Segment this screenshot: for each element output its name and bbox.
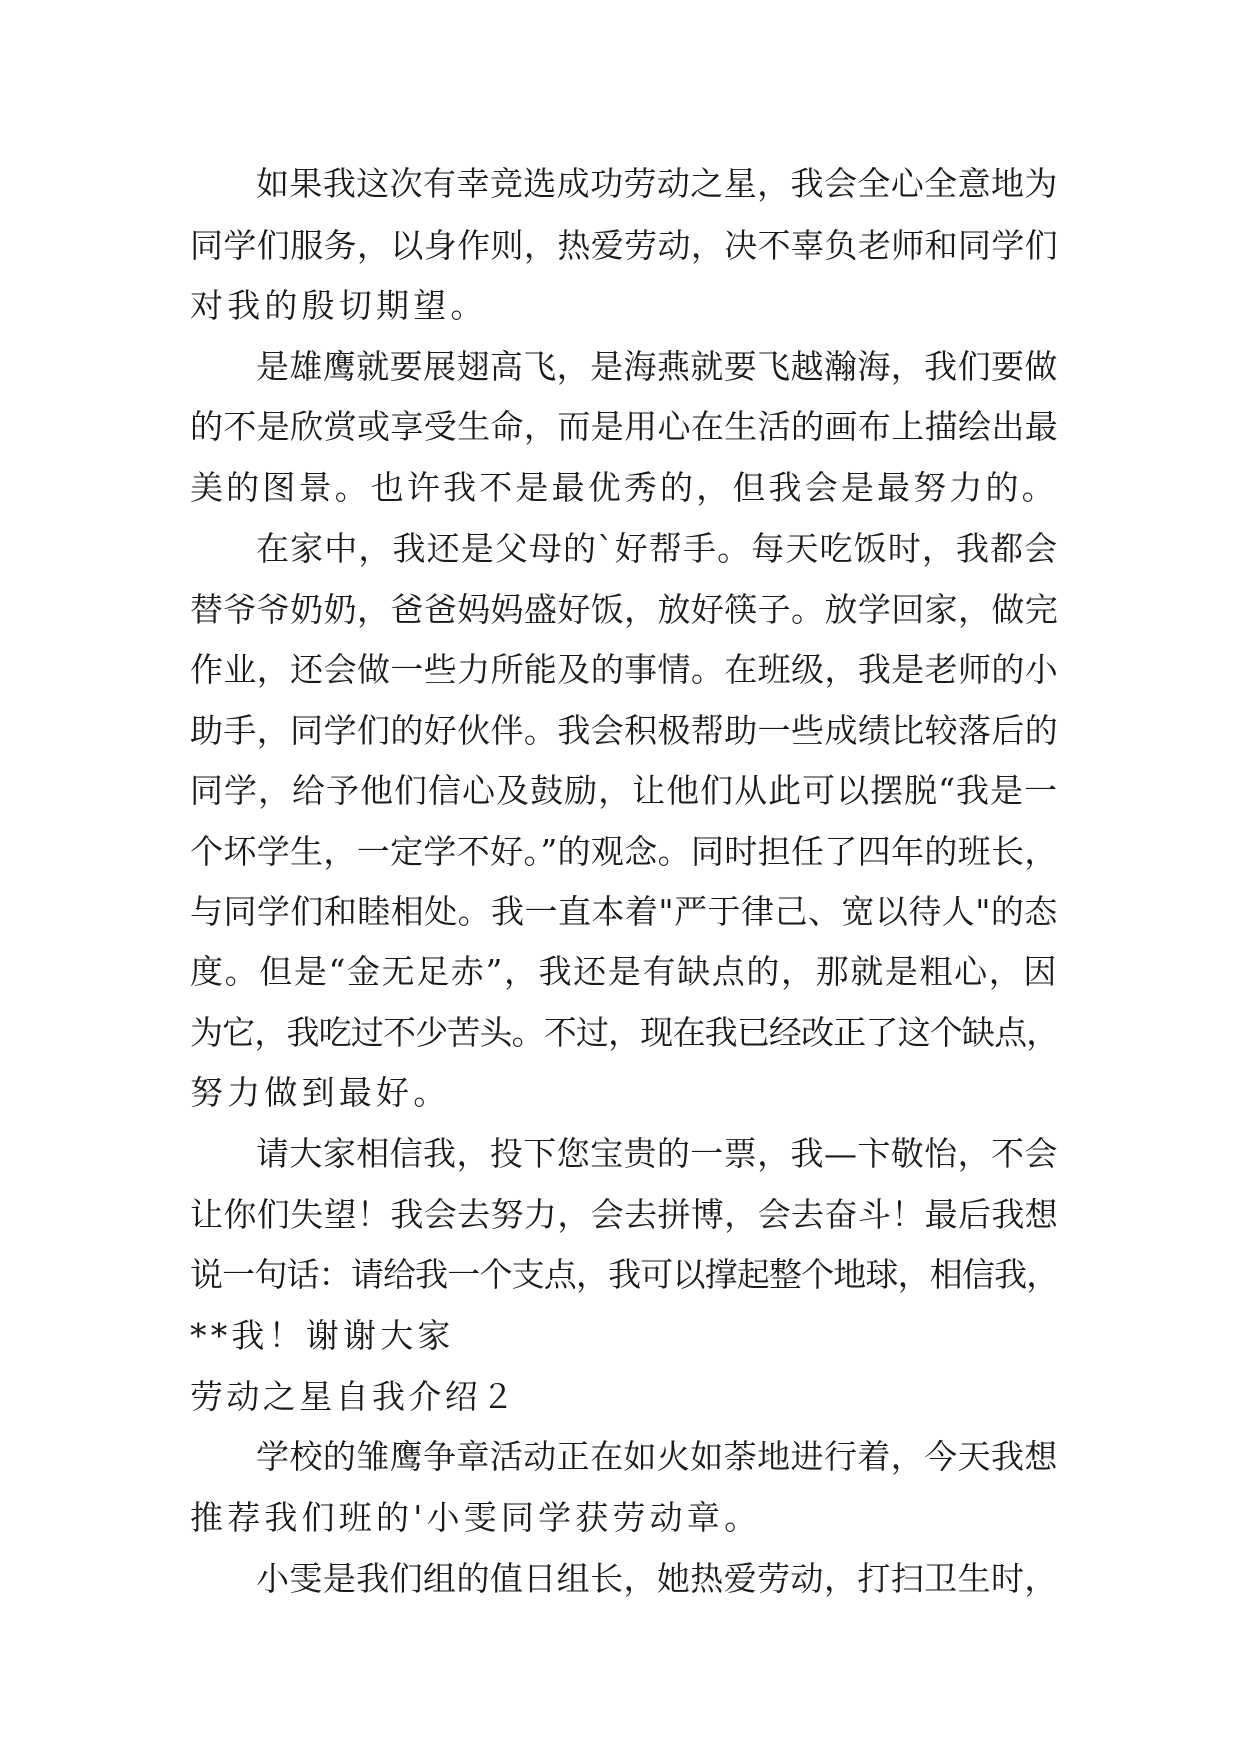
section-heading: 劳动之星自我介绍２ bbox=[190, 1377, 518, 1416]
paragraph-line: 同学们服务，以身作则，热爱劳动，决不辜负老师和同学们 bbox=[190, 226, 1059, 265]
paragraph-line: 努力做到最好。 bbox=[190, 1073, 451, 1112]
paragraph-line: 为它，我吃过不少苦头。不过，现在我已经改正了这个缺点， bbox=[190, 1013, 1059, 1052]
paragraph-line: 同学，给予他们信心及鼓励，让他们从此可以摆脱“我是一 bbox=[190, 771, 1059, 810]
paragraph-line: 如果我这次有幸竞选成功劳动之星，我会全心全意地为 bbox=[256, 164, 1058, 203]
paragraph-line: 助手，同学们的好伙伴。我会积极帮助一些成绩比较落后的 bbox=[190, 711, 1059, 750]
paragraph-line: 作业，还会做一些力所能及的事情。在班级，我是老师的小 bbox=[190, 650, 1059, 689]
paragraph-line: 美的图景。也许我不是最优秀的，但我会是最努力的。 bbox=[190, 468, 1058, 507]
paragraph-line: 与同学们和睦相处。我一直本着"严于律己、宽以待人"的态 bbox=[190, 892, 1058, 931]
paragraph-line: 个坏学生，一定学不好。”的观念。同时担任了四年的班长， bbox=[190, 832, 1058, 871]
paragraph-line: 推荐我们班的'小雯同学获劳动章。 bbox=[190, 1498, 762, 1537]
paragraph-line: 在家中，我还是父母的`好帮手。每天吃饭时，我都会 bbox=[256, 529, 1059, 568]
paragraph-line: 是雄鹰就要展翅高飞，是海燕就要飞越瀚海，我们要做 bbox=[256, 347, 1058, 386]
paragraph-line: 的不是欣赏或享受生命，而是用心在生活的画布上描绘出最 bbox=[190, 407, 1059, 446]
paragraph-line: 小雯是我们组的值日组长，她热爱劳动，打扫卫生时， bbox=[256, 1559, 1058, 1598]
paragraph-line: 替爷爷奶奶，爸爸妈妈盛好饭，放好筷子。放学回家，做完 bbox=[190, 590, 1059, 629]
paragraph-line: 对我的殷切期望。 bbox=[190, 286, 488, 325]
paragraph-line: **我！谢谢大家 bbox=[190, 1316, 455, 1355]
paragraph-line: 学校的雏鹰争章活动正在如火如荼地进行着，今天我想 bbox=[256, 1437, 1058, 1476]
paragraph-line: 请大家相信我，投下您宝贵的一票，我—卞敬怡，不会 bbox=[256, 1134, 1058, 1173]
paragraph-line: 让你们失望！我会去努力，会去拼博，会去奋斗！最后我想 bbox=[190, 1195, 1059, 1234]
paragraph-line: 说一句话：请给我一个支点，我可以撑起整个地球，相信我， bbox=[190, 1255, 1059, 1294]
paragraph-line: 度。但是“金无足赤”，我还是有缺点的，那就是粗心，因 bbox=[190, 952, 1058, 991]
